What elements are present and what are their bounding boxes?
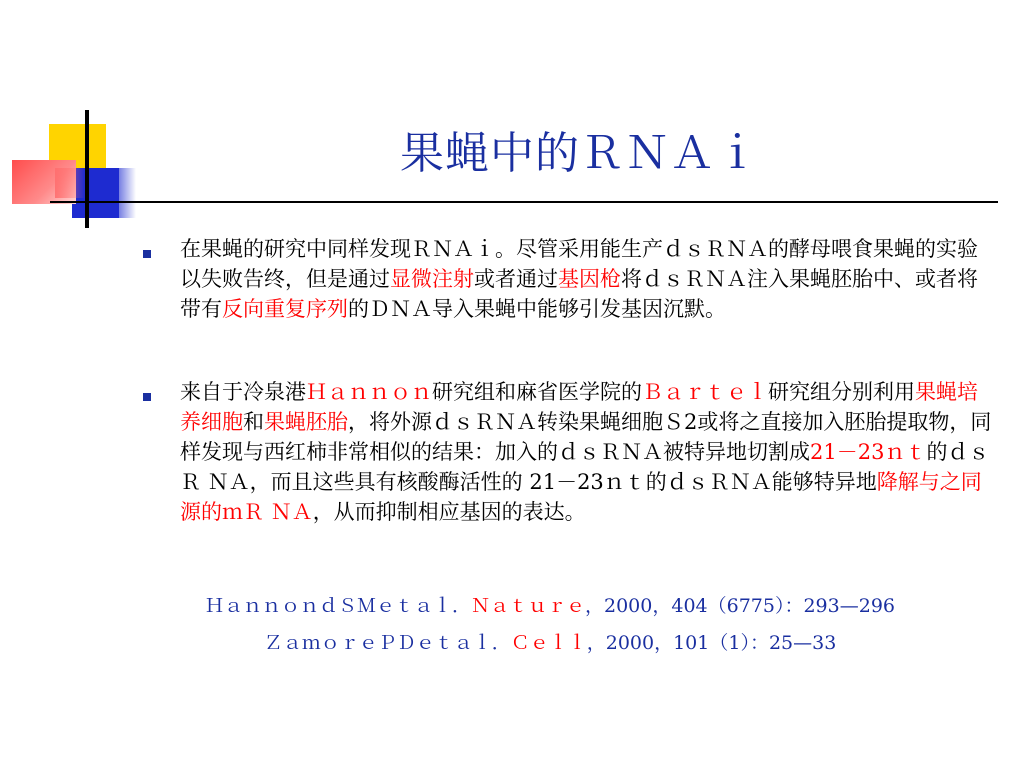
bullet-1-text: 在果蝇的研究中同样发现ＲＮＡｉ。尽管采用能生产ｄｓＲＮＡ的酵母喂食果蝇的实验以失败告终，但是通过 — [180, 237, 978, 291]
blue-fade-decoration — [112, 168, 136, 218]
slide-title: 果蝇中的ＲＮＡｉ — [400, 128, 760, 179]
bullet-1-highlight: 反向重复序列 — [222, 297, 348, 321]
bullet-2-highlight: Ｈａｎｎｏｎ — [306, 380, 432, 404]
bullet-2-text: 的ｄｓＲ ＮＡ，而且这些具有核酸酶活性的 21－23ｎｔ的ｄｓＲＮＡ能够特异地 — [180, 440, 990, 494]
bullet-1-highlight: 显微注射 — [390, 267, 474, 291]
reference-journal: Ｎａｔｕｒｅ — [470, 595, 585, 617]
reference-2 — [120, 630, 980, 656]
bullet-1-highlight: 基因枪 — [558, 267, 621, 291]
bullet-1-text: 或者通过 — [474, 267, 558, 291]
bullet-2-text: 来自于冷泉港 — [180, 380, 306, 404]
bullet-2-highlight: 降解与之同源的ｍＲ ＮＡ — [180, 470, 982, 524]
reference-1 — [120, 593, 980, 619]
bullet-2-text: ，将外源ｄｓＲＮＡ转染果蝇细胞Ｓ2或将之直接加入胚胎提取物，同样发现与西红柿非常相似的结果：加入的ｄｓＲＮＡ被特异地切割成 — [180, 410, 992, 464]
bullet-1-text: 将ｄｓＲＮＡ注入果蝇胚胎中、或者将带有 — [180, 267, 978, 321]
bullet-2-highlight: 21－23ｎｔ — [810, 440, 927, 464]
bullet-paragraph-2 — [180, 377, 994, 527]
reference-authors: ＺａｍｏｒｅＰＤｅｔａｌ． — [263, 632, 511, 654]
reference-citation: ，2000，404（6775）：293—296 — [585, 595, 896, 617]
reference-authors: ＨａｎｎｏｎｄＳＭｅｔａｌ． — [204, 595, 471, 617]
reference-citation: ，2000，101（1）：25—33 — [586, 632, 837, 654]
bullet-2-text: ，从而抑制相应基因的表达。 — [312, 500, 586, 524]
bullet-paragraph-1 — [180, 234, 994, 324]
bullet-2-text: 研究组和麻省医学院的 — [432, 380, 642, 404]
bullet-2-highlight: 果蝇培养细胞 — [180, 380, 978, 434]
bullet-2-text: 和 — [243, 410, 264, 434]
reference-journal: Ｃｅｌｌ — [510, 632, 587, 654]
bullet-2-highlight: Ｂａｒｔｅｌ — [642, 380, 768, 404]
bullet-square-icon — [143, 250, 151, 258]
bullet-square-icon — [143, 393, 151, 401]
bullet-2-highlight: 果蝇胚胎 — [264, 410, 348, 434]
bullet-1-text: 的ＤＮＡ导入果蝇中能够引发基因沉默。 — [348, 297, 726, 321]
bullet-2-text: 研究组分别利用 — [768, 380, 915, 404]
red-fade-decoration — [55, 168, 85, 198]
title-underline-rule — [50, 201, 998, 203]
vertical-rule — [85, 110, 89, 228]
